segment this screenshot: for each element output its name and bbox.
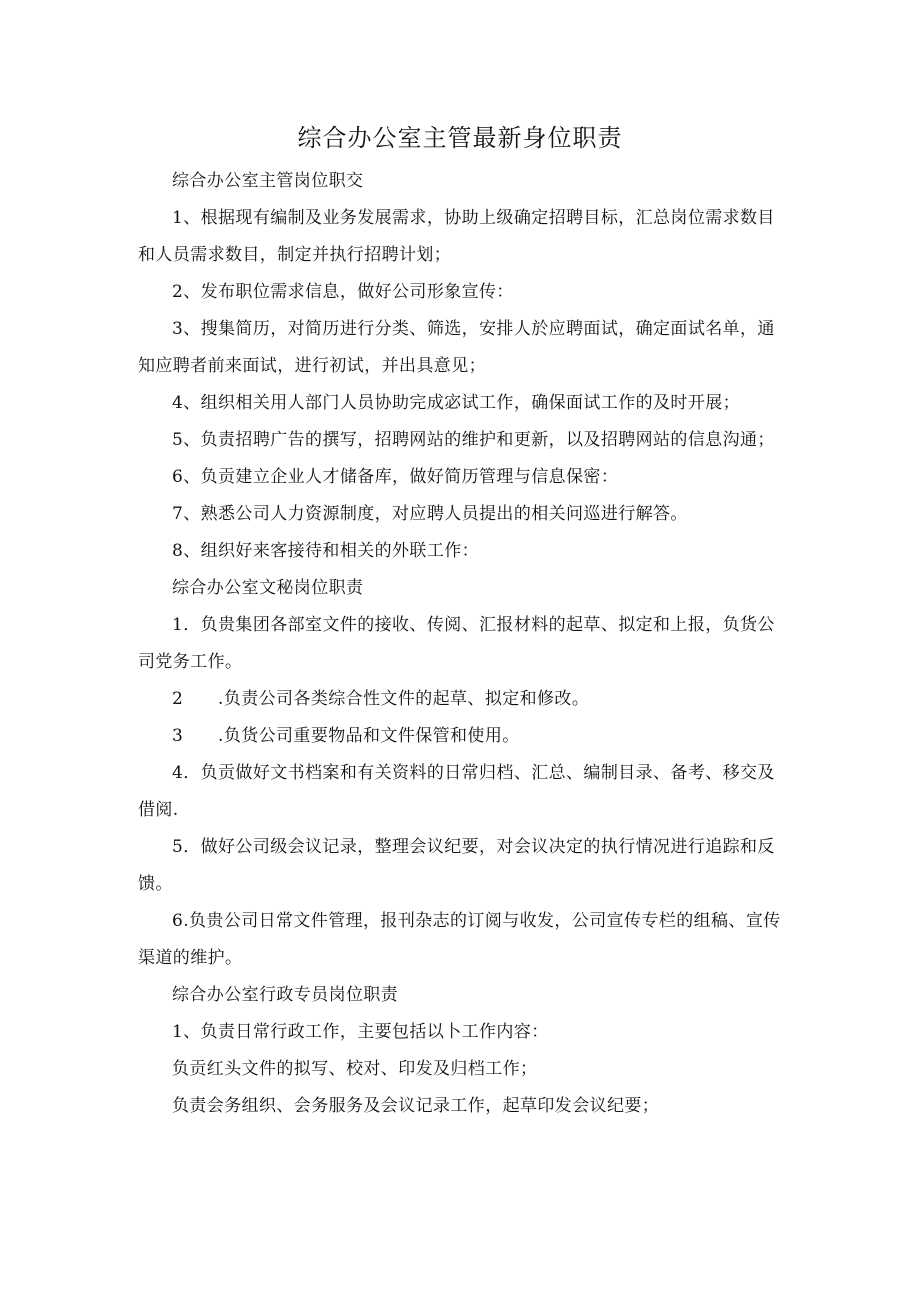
document-title: 综合办公室主管最新身位职责 [297, 124, 623, 152]
paragraph: 4．负贡做好文书档案和有关资料的日常归档、汇总、编制目录、备考、移交及借阅. [138, 763, 775, 820]
paragraph: 负责会务组织、会务服务及会议记录工作，起草印发会议纪要； [172, 1096, 660, 1116]
section-heading: 综合办公室主管岗位职交 [172, 171, 364, 191]
section-heading: 综合办公室文秘岗位职责 [172, 578, 364, 598]
paragraph: 1、负责日常行政工作，主要包括以卜工作内容： [172, 1022, 549, 1042]
paragraph: 1、根据现有编制及业务发展需求，协助上级确定招聘目标，汇总岗位需求数目和人员需求数目，制定并执行招聘计划； [138, 208, 775, 265]
paragraph: 4、组织相关用人部门人员协助完成宓试工作，确保面试工作的及时开展； [172, 393, 741, 413]
paragraph: 8、组织好来客接待和相关的外联工作： [172, 541, 480, 561]
document-body [138, 163, 782, 1125]
paragraph: 2、发布职位需求信息，做好公司形象宣传： [172, 282, 514, 302]
paragraph: 6、负贡建立企业人才储备库，做好简历管理与信息保密： [172, 467, 619, 487]
paragraph: 1．负贵集团各部室文件的接收、传阅、汇报材料的起草、拟定和上报，负货公司党务工作。 [138, 615, 775, 672]
paragraph: 3、搜集简历，对简历进行分类、筛选，安排人於应聘面试，确定面试名单，通知应聘者前来面试，进行初试，并出具意见； [138, 319, 775, 376]
paragraph: 6.负贵公司日常文件管理，报刊杂志的订阅与收发，公司宣传专栏的组稿、宣传渠道的维护。 [138, 911, 781, 968]
paragraph: 负贡红头文件的拟写、校对、印发及归档工作； [172, 1059, 538, 1079]
paragraph: 7、熟悉公司人力资源制度，对应聘人员提出的相关问巡进行解答。 [172, 504, 688, 524]
paragraph: 3 .负货公司重要物品和文件保管和使用。 [172, 726, 520, 746]
paragraph: 2 .负责公司各类综合性文件的起草、拟定和修改。 [172, 689, 590, 709]
paragraph: 5．做好公司级会议记录，整理会议纪要，对会议决定的执行情况进行追踪和反馈。 [138, 837, 775, 894]
section-heading: 综合办公室行政专员岗位职责 [172, 985, 399, 1005]
paragraph: 5、负责招聘广告的撰写，招聘网站的维护和更新，以及招聘网站的信息沟通； [172, 430, 775, 450]
